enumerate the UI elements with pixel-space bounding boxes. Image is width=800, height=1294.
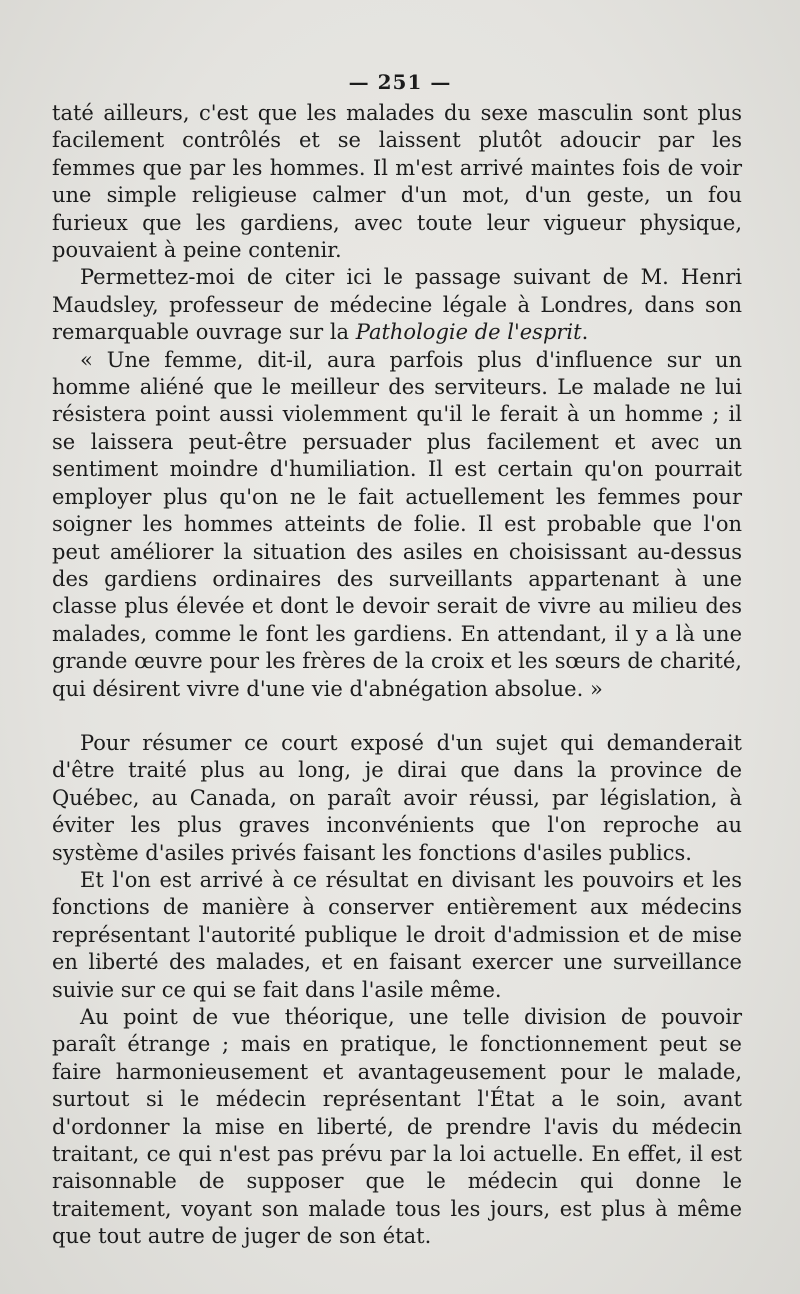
page-body <box>52 100 742 1251</box>
paragraph-citation-intro <box>52 264 742 346</box>
citation-intro-text: Permettez-moi de citer ici le passage suivant de M. Henri Maudsley, professeur de médecine légale à Londres, dans son remarquable ouvrage sur la <box>52 265 742 345</box>
paragraph-division-powers: Et l'on est arrivé à ce résultat en divisant les pouvoirs et les fonctions de manière à conserver entièrement aux médecins représentant l'autorité publique le droit d'admission et de mise en liberté des malades, et en faisant exercer une surveillance suivie sur ce qui se fait dans l'asile même. <box>52 867 742 1002</box>
paragraph-theoretical-view: Au point de vue théorique, une telle division de pouvoir paraît étrange ; mais en pratique, le fonctionnement peut se faire harmonieusement et avantageusement pour le malade, surtout si le médecin représentant l'État a le soin, avant d'ordonner la mise en liberté, de prendre l'avis du médecin traitant, ce qui n'est pas prévu par la loi actuelle. En effet, il est raisonnable de supposer que le médecin qui donne le traitement, voyant son malade tous les jours, est plus à même que tout autre de juger de son état. <box>52 1005 742 1249</box>
paragraph-continuation: taté ailleurs, c'est que les malades du sexe masculin sont plus facilement contrôlés et se laissent plutôt adoucir par les femmes que par les hommes. Il m'est arrivé maintes fois de voir une simple religieuse calmer d'un mot, d'un geste, un fou furieux que les gardiens, avec toute leur vigueur physique, pouvaient à peine contenir. <box>52 101 742 263</box>
section-gap <box>52 703 742 730</box>
page-number: — 251 — <box>348 70 452 94</box>
paragraph-quotation: « Une femme, dit-il, aura parfois plus d'influence sur un homme aliéné que le meilleur des serviteurs. Le malade ne lui résistera point aussi violemment qu'il le ferait à un homme ; il se laissera peut-être persuader plus facilement et avec un sentiment moindre d'humiliation. Il est certain qu'on pourrait employer plus qu'on ne le fait actuellement les femmes pour soigner les hommes atteints de folie. Il est probable que l'on peut améliorer la situation des asiles en choisissant au-dessus des gardiens ordinaires des surveillants appartenant à une classe plus élevée et dont le devoir serait de vivre au milieu des malades, comme le font les gardiens. En attendant, il y a là une grande œuvre pour les frères de la croix et les sœurs de charité, qui désirent vivre d'une vie d'abnégation absolue. » <box>52 347 742 701</box>
book-title: Pathologie de l'esprit <box>355 320 582 345</box>
citation-intro-end: . <box>581 320 589 345</box>
paragraph-summary: Pour résumer ce court exposé d'un sujet qui demanderait d'être traité plus au long, je dirai que dans la province de Québec, au Canada, on paraît avoir réussi, par législation, à éviter les plus graves inconvénients que l'on reproche au système d'asiles privés faisant les fonctions d'asiles publics. <box>52 730 742 865</box>
